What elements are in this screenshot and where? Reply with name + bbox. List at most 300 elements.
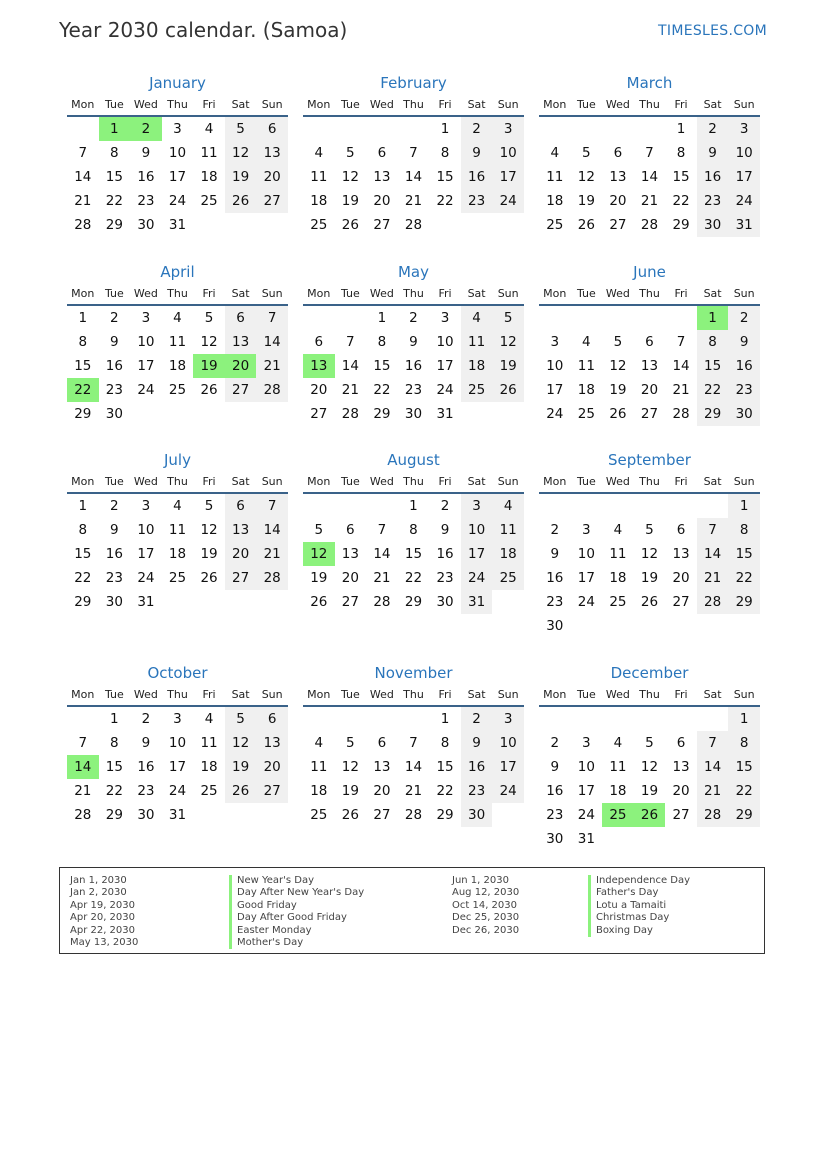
week-row [303, 354, 524, 378]
legend-holiday-name: Good Friday [229, 900, 364, 912]
week-row [539, 590, 760, 614]
legend-date: Apr 19, 2030 [70, 899, 136, 911]
empty-cell [429, 213, 461, 237]
day-cell: 9 [440, 522, 450, 538]
day-cell: 20 [310, 382, 328, 398]
day-cell: 23 [105, 382, 123, 398]
day-cell: 25 [577, 406, 595, 422]
weekday-label: Tue [340, 474, 360, 488]
day-cell: 26 [492, 378, 524, 402]
day-cell: 31 [168, 217, 187, 233]
day-cell: 24 [137, 570, 155, 586]
day-cell: 24 [168, 783, 187, 799]
day-cell: 14 [256, 330, 288, 354]
weekday-label: Sun [733, 474, 755, 488]
day-cell: 13 [373, 169, 391, 185]
weekday-label: Fri [438, 474, 452, 488]
day-cell: 4 [492, 494, 524, 518]
day-cell: 15 [728, 542, 760, 566]
weekday-label: Mon [71, 687, 95, 701]
empty-cell [634, 117, 666, 141]
day-cell: 31 [577, 831, 595, 847]
empty-cell [162, 590, 194, 614]
month-april [67, 261, 288, 426]
day-cell: 29 [697, 402, 729, 426]
legend-date: Jan 1, 2030 [70, 875, 127, 886]
day-cell: 6 [225, 494, 257, 518]
day-cell: 21 [640, 193, 659, 209]
day-cell: 10 [728, 141, 760, 165]
week-row [303, 378, 524, 402]
day-cell: 1 [78, 498, 88, 514]
day-cell: 7 [346, 334, 355, 350]
day-cell: 25 [546, 217, 564, 233]
day-cell: 17 [577, 783, 595, 799]
week-row [67, 518, 288, 542]
day-cell: 24 [492, 779, 524, 803]
legend-date: Apr 20, 2030 [70, 912, 136, 924]
day-cell: 17 [168, 169, 187, 185]
day-cell: 21 [697, 566, 729, 590]
empty-cell [492, 213, 524, 237]
weekday-label: Sat [231, 97, 250, 111]
day-cell: 30 [137, 217, 155, 233]
day-cell: 10 [577, 759, 595, 775]
day-cell: 28 [74, 807, 92, 823]
empty-cell [335, 306, 367, 330]
weekday-label: Sun [261, 97, 283, 111]
week-row [303, 731, 524, 755]
week-row [67, 731, 288, 755]
legend-date: Jun 1, 2030 [452, 875, 509, 886]
legend-holiday-name: Father's Day [588, 887, 690, 899]
weekday-header [539, 684, 760, 704]
day-cell: 15 [404, 546, 423, 562]
day-cell: 27 [256, 189, 288, 213]
day-cell: 28 [640, 217, 659, 233]
day-cell: 23 [546, 594, 564, 610]
empty-cell [193, 803, 225, 827]
day-cell: 21 [373, 570, 391, 586]
day-cell: 19 [310, 570, 328, 586]
day-cell: 25 [200, 783, 218, 799]
week-row [303, 707, 524, 731]
day-cell: 11 [461, 330, 493, 354]
weekday-label: Mon [543, 97, 567, 111]
month-may [303, 261, 524, 426]
day-cell: 31 [461, 590, 493, 614]
day-cell: 6 [613, 145, 623, 161]
week-row [67, 494, 288, 518]
day-cell: 2 [461, 117, 493, 141]
day-cell: 19 [577, 193, 595, 209]
empty-cell [335, 707, 367, 731]
day-cell: 26 [341, 807, 359, 823]
empty-cell [256, 803, 288, 827]
day-cell: 6 [256, 707, 288, 731]
day-cell: 20 [256, 165, 288, 189]
empty-cell [602, 614, 634, 638]
day-cell: 23 [461, 189, 493, 213]
day-cell: 1 [78, 310, 88, 326]
day-cell: 10 [168, 145, 187, 161]
weekday-label: Thu [639, 286, 660, 300]
day-cell: 17 [137, 358, 155, 374]
day-cell: 14 [640, 169, 659, 185]
day-cell: 9 [550, 759, 560, 775]
day-cell: 16 [137, 759, 155, 775]
holiday-day-cell: 1 [697, 306, 729, 330]
weekday-label: Sun [497, 286, 519, 300]
day-cell: 24 [137, 382, 155, 398]
day-cell: 1 [676, 121, 686, 137]
weekday-label: Mon [543, 687, 567, 701]
weekday-label: Tue [340, 286, 360, 300]
day-cell: 23 [436, 570, 454, 586]
day-cell: 16 [105, 546, 123, 562]
weekday-label: Mon [307, 286, 331, 300]
week-row [303, 117, 524, 141]
day-cell: 27 [609, 217, 627, 233]
week-row [67, 402, 288, 426]
day-cell: 23 [697, 189, 729, 213]
day-cell: 23 [105, 570, 123, 586]
weekday-header [303, 283, 524, 303]
day-cell: 30 [105, 406, 123, 422]
weekday-label: Fri [674, 286, 688, 300]
day-cell: 14 [74, 169, 92, 185]
day-cell: 7 [377, 522, 387, 538]
day-cell: 20 [225, 542, 257, 566]
month-title: February [380, 74, 447, 92]
weekday-label: Wed [369, 286, 394, 300]
empty-cell [130, 402, 162, 426]
day-cell: 20 [256, 755, 288, 779]
week-row [539, 213, 760, 237]
day-cell: 7 [409, 735, 418, 751]
day-cell: 8 [377, 334, 387, 350]
day-cell: 22 [105, 193, 123, 209]
day-cell: 11 [200, 145, 218, 161]
day-cell: 23 [404, 382, 423, 398]
day-cell: 22 [436, 783, 454, 799]
day-cell: 26 [225, 189, 257, 213]
empty-cell [602, 117, 634, 141]
day-cell: 2 [440, 498, 450, 514]
weekday-label: Thu [403, 286, 424, 300]
empty-cell [634, 614, 666, 638]
day-cell: 12 [640, 546, 659, 562]
day-cell: 3 [550, 334, 560, 350]
day-cell: 1 [409, 498, 418, 514]
weekday-label: Tue [576, 687, 596, 701]
day-cell: 27 [225, 378, 257, 402]
day-cell: 4 [582, 334, 591, 350]
empty-cell [634, 827, 666, 851]
weekday-label: Sat [703, 687, 722, 701]
empty-cell [398, 707, 430, 731]
empty-cell [366, 117, 398, 141]
weekday-label: Mon [71, 286, 95, 300]
weekday-label: Tue [576, 97, 596, 111]
empty-cell [225, 213, 257, 237]
day-cell: 30 [697, 213, 729, 237]
day-cell: 25 [461, 378, 493, 402]
day-cell: 26 [200, 382, 218, 398]
day-cell: 21 [256, 542, 288, 566]
day-cell: 5 [492, 306, 524, 330]
month-title: April [160, 263, 195, 281]
weekday-label: Thu [639, 97, 660, 111]
empty-cell [303, 117, 335, 141]
day-cell: 26 [225, 779, 257, 803]
week-row [539, 141, 760, 165]
day-cell: 7 [78, 145, 88, 161]
weekday-label: Wed [369, 97, 394, 111]
day-cell: 10 [436, 334, 454, 350]
weekday-label: Sun [497, 687, 519, 701]
holiday-day-cell: 2 [130, 117, 162, 141]
month-title: November [374, 664, 453, 682]
day-cell: 15 [436, 169, 454, 185]
day-cell: 18 [492, 542, 524, 566]
day-cell: 14 [373, 546, 391, 562]
day-cell: 8 [697, 330, 729, 354]
day-cell: 4 [173, 310, 182, 326]
day-cell: 4 [613, 522, 623, 538]
day-cell: 18 [310, 783, 328, 799]
weekday-label: Tue [104, 474, 124, 488]
day-cell: 16 [404, 358, 423, 374]
empty-cell [697, 614, 729, 638]
day-cell: 10 [461, 518, 493, 542]
weekday-label: Sat [703, 286, 722, 300]
day-cell: 24 [546, 406, 564, 422]
weekday-label: Mon [71, 474, 95, 488]
empty-cell [492, 803, 524, 827]
weekday-header [539, 94, 760, 114]
day-cell: 11 [168, 522, 187, 538]
week-row [303, 402, 524, 426]
day-cell: 18 [577, 382, 595, 398]
empty-cell [602, 306, 634, 330]
week-row [539, 779, 760, 803]
day-cell: 12 [609, 358, 627, 374]
day-cell: 5 [582, 145, 591, 161]
weekday-label: Thu [403, 474, 424, 488]
week-row [67, 117, 288, 141]
holiday-legend [59, 867, 765, 954]
weekday-label: Mon [543, 286, 567, 300]
day-cell: 15 [105, 169, 123, 185]
day-cell: 29 [105, 807, 123, 823]
weekday-label: Sun [497, 474, 519, 488]
day-cell: 16 [546, 570, 564, 586]
month-december [539, 662, 760, 851]
week-row [539, 165, 760, 189]
week-row [539, 189, 760, 213]
day-cell: 8 [440, 145, 450, 161]
empty-cell [697, 494, 729, 518]
day-cell: 5 [204, 310, 214, 326]
week-row [303, 189, 524, 213]
day-cell: 7 [256, 306, 288, 330]
weekday-label: Sat [231, 474, 250, 488]
day-cell: 11 [200, 735, 218, 751]
day-cell: 4 [550, 145, 560, 161]
empty-cell [539, 117, 571, 141]
day-cell: 18 [200, 169, 218, 185]
day-cell: 8 [409, 522, 418, 538]
weekday-label: Sun [497, 97, 519, 111]
empty-cell [571, 306, 603, 330]
week-row [539, 117, 760, 141]
day-cell: 20 [341, 570, 359, 586]
day-cell: 24 [461, 566, 493, 590]
day-cell: 13 [256, 731, 288, 755]
day-cell: 22 [728, 566, 760, 590]
week-row [67, 707, 288, 731]
day-cell: 2 [409, 310, 418, 326]
week-row [303, 518, 524, 542]
day-cell: 21 [74, 783, 92, 799]
day-cell: 14 [672, 358, 690, 374]
holiday-day-cell: 19 [193, 354, 225, 378]
day-cell: 4 [204, 121, 214, 137]
empty-cell [303, 306, 335, 330]
holiday-day-cell: 26 [634, 803, 666, 827]
day-cell: 13 [640, 358, 659, 374]
day-cell: 4 [173, 498, 182, 514]
legend-dates-left [70, 875, 138, 949]
day-cell: 30 [137, 807, 155, 823]
weekday-label: Wed [605, 474, 630, 488]
empty-cell [225, 402, 257, 426]
day-cell: 19 [341, 193, 359, 209]
empty-cell [571, 707, 603, 731]
day-cell: 16 [461, 165, 493, 189]
week-row [67, 330, 288, 354]
day-cell: 23 [461, 779, 493, 803]
day-cell: 19 [225, 165, 257, 189]
day-cell: 7 [645, 145, 654, 161]
week-row [303, 330, 524, 354]
legend-date: Aug 12, 2030 [452, 887, 520, 899]
empty-cell [67, 117, 99, 141]
day-cell: 18 [200, 759, 218, 775]
legend-holiday-name: Mother's Day [229, 937, 364, 949]
month-title: March [626, 74, 673, 92]
weekday-header [67, 94, 288, 114]
holiday-day-cell: 1 [99, 117, 131, 141]
empty-cell [665, 707, 697, 731]
day-cell: 12 [577, 169, 595, 185]
day-cell: 10 [137, 522, 155, 538]
day-cell: 16 [436, 546, 454, 562]
brand-link[interactable]: TIMESLES.COM [658, 23, 767, 39]
day-cell: 10 [577, 546, 595, 562]
legend-holiday-name: Boxing Day [588, 925, 690, 937]
day-cell: 3 [141, 498, 151, 514]
day-cell: 12 [640, 759, 659, 775]
weekday-label: Thu [403, 97, 424, 111]
legend-date: Apr 22, 2030 [70, 924, 136, 936]
week-row [67, 779, 288, 803]
day-cell: 2 [697, 117, 729, 141]
weekday-label: Tue [576, 286, 596, 300]
day-cell: 9 [461, 731, 493, 755]
week-row [303, 213, 524, 237]
week-row [67, 590, 288, 614]
week-row [67, 165, 288, 189]
day-cell: 3 [728, 117, 760, 141]
empty-cell [571, 614, 603, 638]
weekday-label: Fri [438, 687, 452, 701]
day-cell: 5 [225, 117, 257, 141]
day-cell: 25 [609, 594, 627, 610]
day-cell: 26 [200, 570, 218, 586]
legend-date: Oct 14, 2030 [452, 899, 517, 911]
empty-cell [602, 707, 634, 731]
day-cell: 30 [461, 803, 493, 827]
day-cell: 29 [436, 807, 454, 823]
weekday-header [303, 684, 524, 704]
day-cell: 14 [341, 358, 359, 374]
weekday-label: Fri [438, 97, 452, 111]
weekday-label: Sun [733, 286, 755, 300]
day-cell: 29 [672, 217, 690, 233]
day-cell: 26 [577, 217, 595, 233]
day-cell: 27 [225, 566, 257, 590]
day-cell: 2 [461, 707, 493, 731]
empty-cell [335, 494, 367, 518]
month-title: September [608, 451, 691, 469]
weekday-label: Wed [605, 97, 630, 111]
day-cell: 18 [546, 193, 564, 209]
day-cell: 12 [225, 731, 257, 755]
day-cell: 30 [436, 594, 454, 610]
day-cell: 25 [200, 193, 218, 209]
day-cell: 14 [697, 542, 729, 566]
empty-cell [256, 213, 288, 237]
weekday-label: Wed [133, 474, 158, 488]
day-cell: 4 [613, 735, 623, 751]
legend-holiday-name: Christmas Day [588, 912, 690, 924]
day-cell: 7 [697, 518, 729, 542]
day-cell: 2 [550, 735, 560, 751]
day-cell: 26 [310, 594, 328, 610]
holiday-day-cell: 14 [67, 755, 99, 779]
week-row [303, 590, 524, 614]
day-cell: 28 [697, 803, 729, 827]
empty-cell [634, 306, 666, 330]
day-cell: 27 [672, 807, 690, 823]
day-cell: 1 [377, 310, 387, 326]
day-cell: 28 [697, 590, 729, 614]
day-cell: 3 [582, 735, 591, 751]
day-cell: 22 [105, 783, 123, 799]
month-title: October [147, 664, 208, 682]
day-cell: 8 [78, 522, 88, 538]
day-cell: 27 [640, 406, 659, 422]
month-title: January [149, 74, 206, 92]
weekday-label: Sat [467, 286, 486, 300]
empty-cell [193, 402, 225, 426]
day-cell: 29 [74, 594, 92, 610]
day-cell: 11 [546, 169, 564, 185]
empty-cell [697, 827, 729, 851]
month-march [539, 72, 760, 237]
